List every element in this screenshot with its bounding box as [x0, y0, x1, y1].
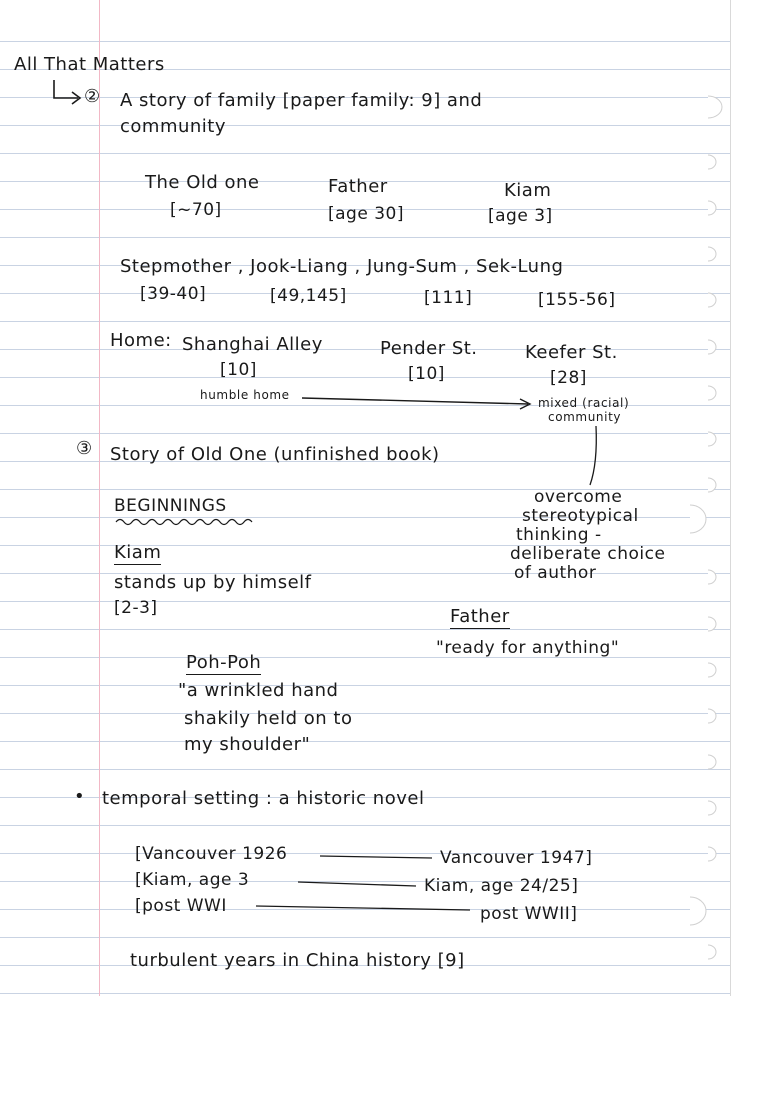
home-keefer-st-ref: [28]: [550, 368, 587, 388]
ref-stepmother: [39-40]: [140, 284, 207, 304]
temporal-row-2-left: [Kiam, age 3: [135, 870, 250, 890]
character-father-ref: [age 30]: [328, 204, 404, 224]
temporal-line: temporal setting : a historic novel: [102, 788, 425, 809]
character-kiam-ref: [age 3]: [488, 206, 553, 226]
note-line-2: stereotypical: [522, 506, 639, 526]
pohpoh-quote-3: my shoulder": [184, 734, 311, 755]
pohpoh-heading: Poh-Poh: [186, 652, 262, 673]
section-2-marker: ②: [84, 86, 101, 107]
kiam-heading: Kiam: [114, 542, 162, 563]
temporal-row-3-right: post WWII]: [480, 904, 578, 924]
character-kiam: Kiam: [504, 180, 552, 201]
temporal-row-2-right: Kiam, age 24/25]: [424, 876, 579, 896]
father-heading: Father: [450, 606, 510, 627]
section-3-line: Story of Old One (unfinished book): [110, 444, 440, 465]
home-to-label-1: mixed (racial): [538, 396, 630, 410]
page-title: All That Matters: [14, 54, 165, 75]
home-shanghai-alley-ref: [10]: [220, 360, 257, 380]
home-label: Home:: [110, 330, 172, 351]
home-to-label-2: community: [548, 410, 622, 424]
pohpoh-quote-2: shakily held on to: [184, 708, 353, 729]
note-line-4: deliberate choice: [510, 544, 666, 564]
ref-jung-sum: [111]: [424, 288, 473, 308]
character-old-one: The Old one: [145, 172, 260, 193]
temporal-row-3-left: [post WWI: [135, 896, 227, 916]
character-father: Father: [328, 176, 388, 197]
note-line-1: overcome: [534, 487, 623, 507]
closing-line: turbulent years in China history [9]: [130, 950, 465, 971]
beginnings-heading: BEGINNINGS: [114, 496, 227, 516]
family-members: Stepmother , Jook-Liang , Jung-Sum , Sek-Lung: [120, 256, 564, 277]
temporal-row-1-left: [Vancouver 1926: [135, 844, 288, 864]
kiam-ref: [2-3]: [114, 598, 158, 618]
home-shanghai-alley: Shanghai Alley: [182, 334, 323, 355]
ref-jook-liang: [49,145]: [270, 286, 347, 306]
note-line-5: of author: [514, 563, 597, 583]
home-keefer-st: Keefer St.: [525, 342, 618, 363]
section-3-marker: ③: [76, 438, 93, 459]
kiam-line: stands up by himself: [114, 572, 312, 593]
character-old-one-ref: [~70]: [170, 200, 222, 220]
father-quote: "ready for anything": [436, 638, 620, 658]
note-line-3: thinking -: [516, 525, 602, 545]
section-2-line1: A story of family [paper family: 9] and: [120, 90, 483, 111]
temporal-row-1-right: Vancouver 1947]: [440, 848, 593, 868]
section-2-line2: community: [120, 116, 227, 137]
ref-sek-lung: [155-56]: [538, 290, 616, 310]
home-pender-st: Pender St.: [380, 338, 478, 359]
pohpoh-quote-1: "a wrinkled hand: [178, 680, 339, 701]
home-from-label: humble home: [200, 388, 290, 402]
home-pender-st-ref: [10]: [408, 364, 445, 384]
temporal-bullet: •: [74, 786, 86, 807]
